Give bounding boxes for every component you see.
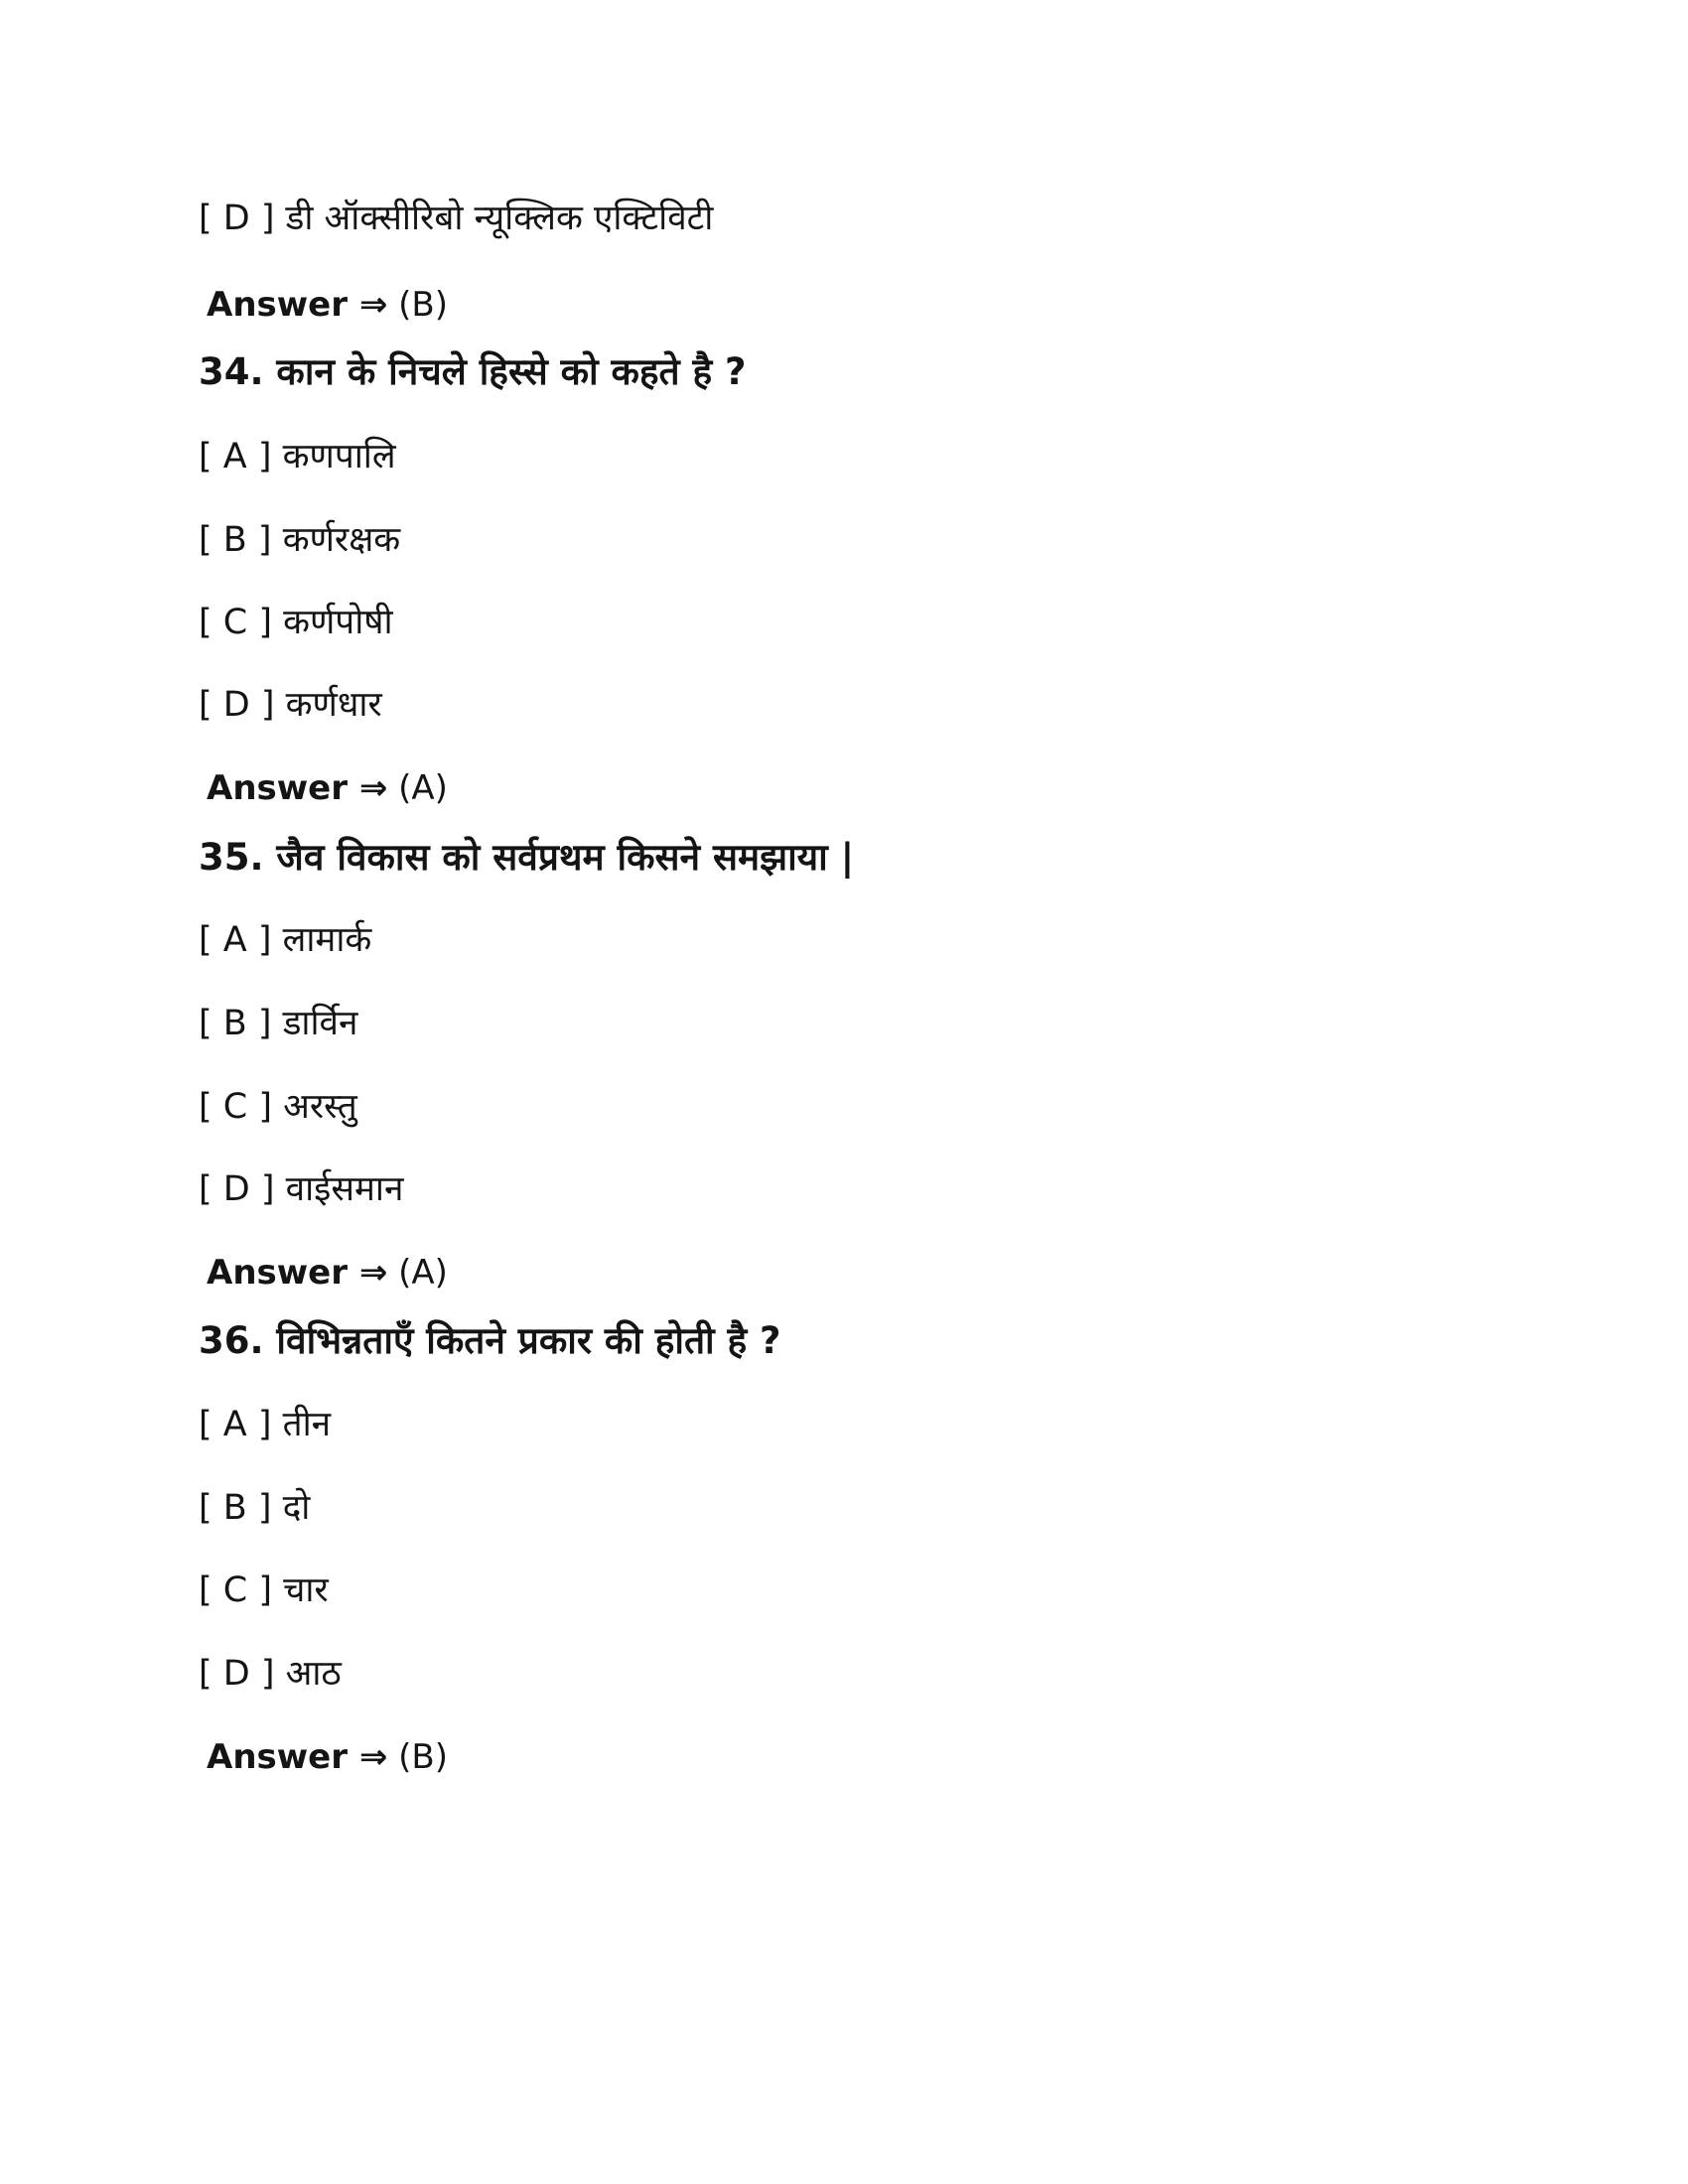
option-d: [ D ] कर्णधार — [199, 685, 382, 725]
question-36: 36. विभिन्नताएँ कितने प्रकार की होती है ? — [199, 1319, 781, 1362]
question-35: 35. जैव विकास को सर्वप्रथम किसने समझाया | — [199, 836, 855, 879]
answer-label: Answer ⇒ — [207, 285, 388, 325]
answer-label: Answer ⇒ — [207, 768, 388, 808]
question-34: 34. कान के निचले हिस्से को कहते है ? — [199, 350, 747, 393]
answer-line — [207, 1253, 448, 1293]
option-c: [ C ] अरस्तु — [199, 1087, 357, 1127]
option-d: [ D ] आठ — [199, 1654, 342, 1694]
answer-value: (B) — [398, 1737, 448, 1777]
answer-value: (A) — [398, 768, 448, 808]
answer-value: (A) — [398, 1253, 448, 1293]
option-a: [ A ] कणपालि — [199, 437, 396, 477]
option-d: [ D ] डी ऑक्सीरिबो न्यूक्लिक एक्टिविटी — [199, 199, 714, 238]
option-c: [ C ] कर्णपोषी — [199, 603, 393, 642]
answer-line — [207, 768, 448, 808]
option-b: [ B ] दो — [199, 1488, 311, 1528]
answer-value: (B) — [398, 285, 448, 325]
answer-line — [207, 1737, 448, 1777]
option-b: [ B ] कर्णरक्षक — [199, 520, 401, 560]
option-b: [ B ] डार्विन — [199, 1004, 358, 1043]
answer-label: Answer ⇒ — [207, 1737, 388, 1777]
answer-label: Answer ⇒ — [207, 1253, 388, 1293]
option-a: [ A ] लामार्क — [199, 920, 372, 960]
option-c: [ C ] चार — [199, 1570, 329, 1610]
option-a: [ A ] तीन — [199, 1405, 332, 1444]
option-d: [ D ] वाईसमान — [199, 1169, 404, 1209]
answer-line — [207, 285, 448, 325]
